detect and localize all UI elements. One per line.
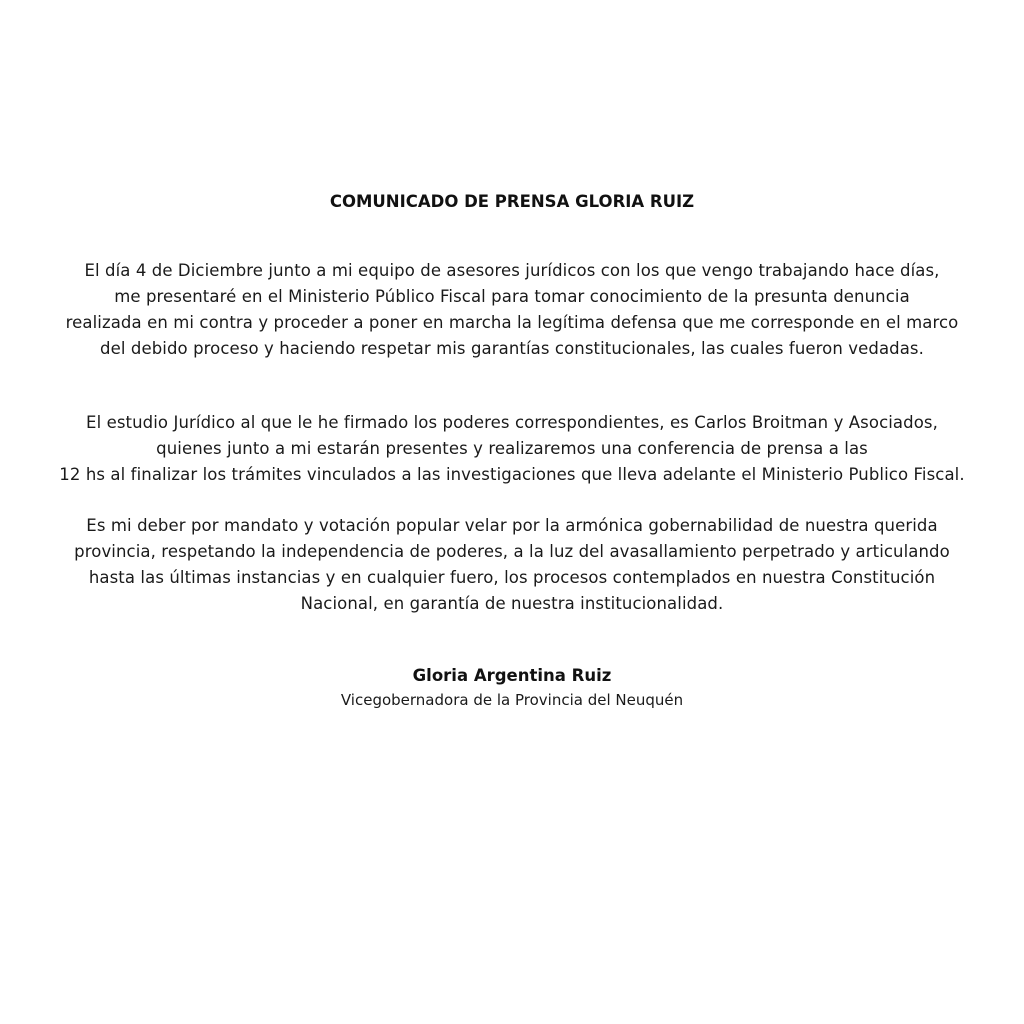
paragraph-line: realizada en mi contra y proceder a poner en marcha la legítima defensa que me corresponde en el marco (65, 313, 959, 332)
paragraph-line: El estudio Jurídico al que le he firmado los poderes correspondientes, es Carlos Broitman y Asociados, (86, 413, 938, 432)
signature-name: Gloria Argentina Ruiz (412, 666, 612, 685)
paragraph-line: provincia, respetando la independencia de poderes, a la luz del avasallamiento perpetrado y articulando (74, 542, 950, 561)
paragraph-line: quienes junto a mi estarán presentes y realizaremos una conferencia de prensa a las (156, 439, 868, 458)
paragraph-line: hasta las últimas instancias y en cualquier fuero, los procesos contemplados en nuestra Constitución (88, 568, 936, 587)
paragraph-line: Nacional, en garantía de nuestra institucionalidad. (300, 594, 724, 613)
page-title: COMUNICADO DE PRENSA GLORIA RUIZ (329, 192, 695, 211)
paragraph-line: me presentaré en el Ministerio Público Fiscal para tomar conocimiento de la presunta denuncia (114, 287, 910, 306)
paragraph-line: 12 hs al finalizar los trámites vinculados a las investigaciones que lleva adelante el Ministerio Publico Fiscal. (59, 465, 965, 484)
paragraph-line: El día 4 de Diciembre junto a mi equipo de asesores jurídicos con los que vengo trabajando hace días, (84, 261, 940, 280)
paragraph-line: del debido proceso y haciendo respetar mis garantías constitucionales, las cuales fueron vedadas. (100, 339, 924, 358)
signature-role: Vicegobernadora de la Provincia del Neuquén (340, 691, 684, 709)
paragraph-line: Es mi deber por mandato y votación popular velar por la armónica gobernabilidad de nuestra querida (86, 516, 938, 535)
